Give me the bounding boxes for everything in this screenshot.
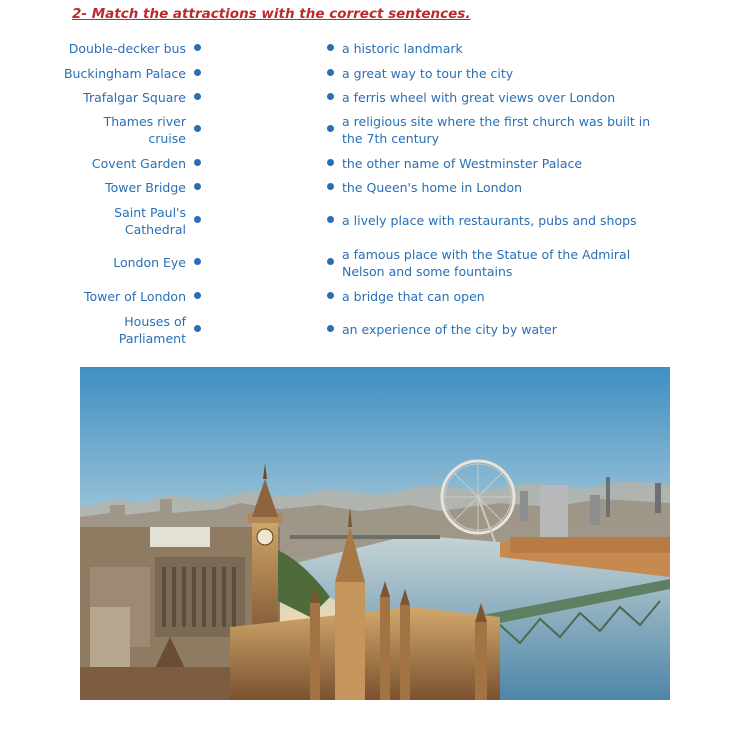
attraction-label: Saint Paul's Cathedral <box>114 205 186 237</box>
left-match-dot[interactable] <box>194 216 201 223</box>
right-match-dot[interactable] <box>327 44 334 51</box>
attraction-label: Double-decker bus <box>68 41 186 56</box>
match-row <box>0 40 750 57</box>
sentence-label: a great way to tour the city <box>342 66 514 81</box>
right-match-dot[interactable] <box>327 292 334 299</box>
sentence-label: a famous place with the Statue of the Admiral Nelson and some fountains <box>342 247 631 279</box>
sentence-label: a historic landmark <box>342 41 463 56</box>
sentence-label: a lively place with restaurants, pubs and shops <box>342 213 637 228</box>
match-row <box>0 288 750 305</box>
attraction-label: Tower of London <box>83 289 186 304</box>
sentence-label: the other name of Westminster Palace <box>342 156 583 171</box>
right-match-dot[interactable] <box>327 325 334 332</box>
attraction-label: Buckingham Palace <box>63 66 186 81</box>
left-match-dot[interactable] <box>194 258 201 265</box>
sentence-label: an experience of the city by water <box>342 322 557 337</box>
match-row <box>0 65 750 82</box>
left-match-dot[interactable] <box>194 183 201 190</box>
attraction-label: Thames river cruise <box>103 114 186 146</box>
right-match-dot[interactable] <box>327 125 334 132</box>
match-row <box>0 89 750 106</box>
left-match-dot[interactable] <box>194 325 201 332</box>
match-row <box>0 313 750 347</box>
right-match-dot[interactable] <box>327 216 334 223</box>
left-match-dot[interactable] <box>194 292 201 299</box>
attraction-label: London Eye <box>113 255 186 270</box>
match-row <box>0 113 750 147</box>
left-match-dot[interactable] <box>194 44 201 51</box>
attraction-label: Tower Bridge <box>105 180 186 195</box>
attraction-label: Trafalgar Square <box>83 90 186 105</box>
right-match-dot[interactable] <box>327 183 334 190</box>
match-row <box>0 204 750 238</box>
match-row <box>0 179 750 196</box>
sentence-label: a religious site where the first church was built in the 7th century <box>342 114 651 146</box>
sentence-label: a ferris wheel with great views over London <box>342 90 616 105</box>
london-skyline-photo <box>80 367 670 700</box>
left-match-dot[interactable] <box>194 159 201 166</box>
match-row <box>0 246 750 280</box>
left-match-dot[interactable] <box>194 125 201 132</box>
sentence-label: a bridge that can open <box>342 289 485 304</box>
sentence-label: the Queen's home in London <box>342 180 523 195</box>
right-match-dot[interactable] <box>327 93 334 100</box>
right-match-dot[interactable] <box>327 69 334 76</box>
attraction-label: Houses of Parliament <box>118 314 186 346</box>
match-row <box>0 155 750 172</box>
right-match-dot[interactable] <box>327 258 334 265</box>
attraction-label: Covent Garden <box>91 156 186 171</box>
right-match-dot[interactable] <box>327 159 334 166</box>
left-match-dot[interactable] <box>194 93 201 100</box>
exercise-title: 2- Match the attractions with the correct sentences. <box>72 6 471 22</box>
left-match-dot[interactable] <box>194 69 201 76</box>
